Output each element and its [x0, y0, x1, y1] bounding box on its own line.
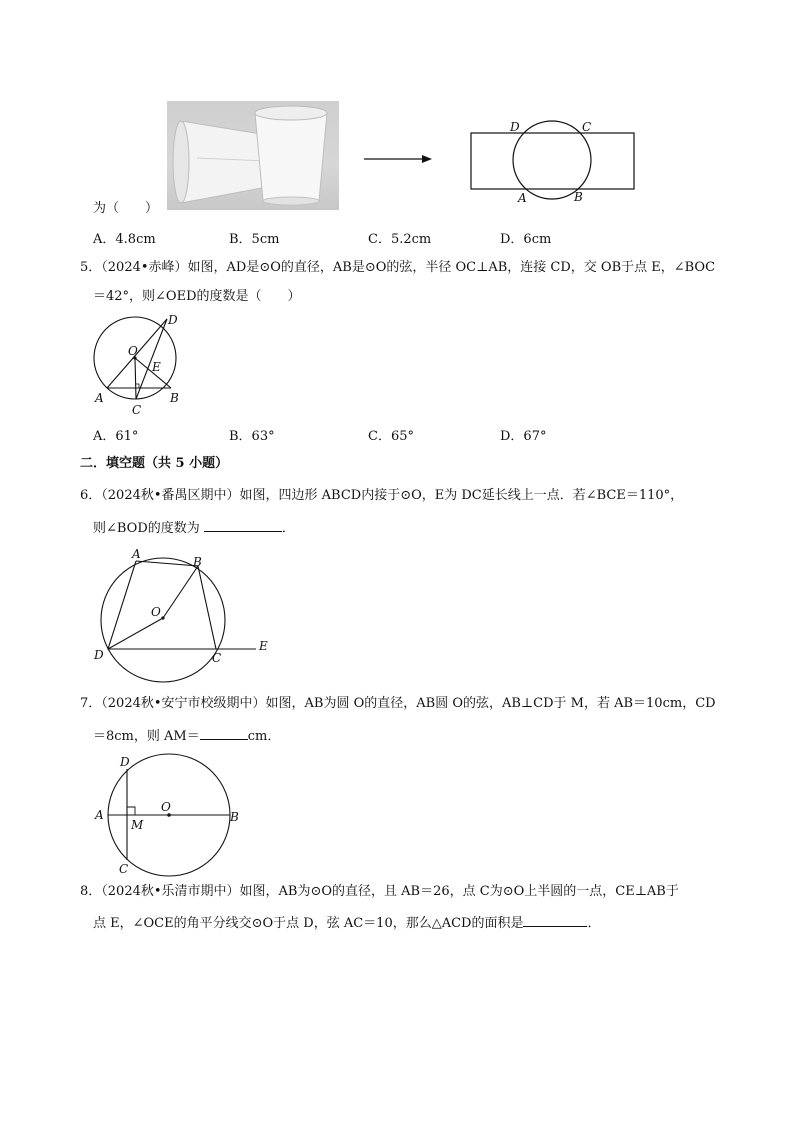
q4-circle-rectangle-figure — [460, 112, 650, 212]
q6-answer-blank[interactable] — [204, 519, 282, 532]
q4-option-d: D．6cm — [500, 232, 552, 247]
q6-stem-line1: 6．（2024秋•番禺区期中）如图，四边形 ABCD内接于⊙O，E为 DC延长线上一点．若∠BCE＝110°， — [80, 488, 684, 503]
q7-stem-text: ＝8cm，则 AM＝ — [93, 729, 200, 744]
label-e: E — [152, 360, 161, 374]
q5-option-b: B．63° — [229, 429, 275, 444]
q5-option-c: C．65° — [368, 429, 414, 444]
label-d: D — [510, 120, 520, 134]
label-o: O — [151, 605, 161, 619]
label-b: B — [170, 391, 179, 405]
section-title: 二．填空题（共 5 小题） — [80, 456, 229, 471]
label-d: D — [120, 755, 130, 769]
q4-option-c: C．5.2cm — [368, 232, 432, 247]
label-c: C — [582, 120, 592, 134]
q6-stem-text: 则∠BOD的度数为 — [93, 521, 204, 536]
q5-stem-line1: 5．（2024•赤峰）如图，AD是⊙O的直径，AB是⊙O的弦，半径 OC⊥AB，连接 CD，交 OB于点 E，∠BOC — [80, 260, 716, 275]
label-c: C — [212, 651, 222, 665]
q4-option-a: A．4.8cm — [93, 232, 156, 247]
q5-option-d: D．67° — [500, 429, 547, 444]
label-o: O — [161, 800, 171, 814]
q7-stem-line1: 7．（2024秋•安宁市校级期中）如图，AB为圆 O的直径，AB圆 O的弦，AB⊥CD于 M，若 AB＝10cm，CD — [80, 696, 716, 711]
q6-stem-line2 — [93, 519, 295, 538]
q7-figure — [90, 750, 245, 880]
q6-stem-end: ． — [281, 521, 295, 536]
q5-stem-line2: ＝42°，则∠OED的度数是（ ） — [93, 289, 301, 304]
label-a: A — [132, 547, 141, 561]
label-c: C — [132, 403, 142, 417]
arrow-icon — [362, 152, 434, 166]
q8-stem-line1: 8．（2024秋•乐清市期中）如图，AB为⊙O的直径，且 AB＝26，点 C为⊙O上半圆的一点，CE⊥AB于 — [80, 884, 679, 899]
q7-answer-blank[interactable] — [200, 727, 248, 740]
label-d: D — [168, 313, 178, 327]
label-d: D — [94, 648, 104, 662]
q7-stem-end: cm． — [247, 729, 281, 744]
label-a: A — [518, 191, 527, 205]
label-a: A — [95, 391, 104, 405]
q4-tail: 为（ ） — [93, 201, 159, 216]
label-a: A — [95, 808, 104, 822]
label-b: B — [230, 810, 239, 824]
q8-stem-text: 点 E，∠OCE的角平分线交⊙O于点 D，弦 AC＝10，那么△ACD的面积是 — [93, 916, 524, 931]
paper-cups-photo — [167, 101, 339, 210]
label-b: B — [574, 190, 583, 204]
q4-option-b: B．5cm — [229, 232, 280, 247]
q8-stem-line2 — [93, 914, 601, 933]
q8-answer-blank[interactable] — [523, 914, 587, 927]
q8-stem-end: ． — [587, 916, 601, 931]
q5-figure — [88, 308, 198, 420]
q5-option-a: A．61° — [93, 429, 139, 444]
label-b: B — [193, 555, 202, 569]
label-e: E — [259, 639, 268, 653]
label-m: M — [131, 818, 144, 832]
q6-figure — [88, 545, 278, 685]
label-o: O — [128, 344, 138, 358]
q7-stem-line2 — [93, 727, 280, 746]
label-c: C — [119, 862, 129, 876]
